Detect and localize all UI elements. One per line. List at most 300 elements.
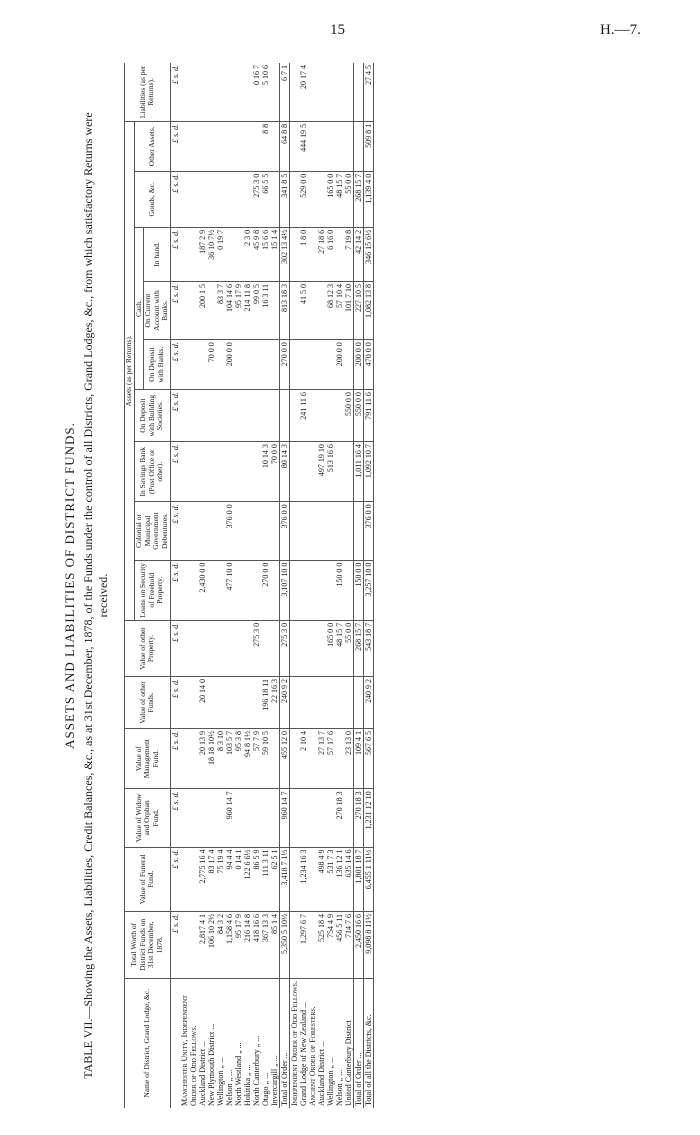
table-cell xyxy=(317,63,326,121)
empty-cell xyxy=(289,620,299,676)
table-cell: £ s. d. xyxy=(170,789,180,847)
table-cell: £ s. d. xyxy=(170,227,180,281)
table-cell xyxy=(252,442,261,502)
table-cell: £ s. d. xyxy=(170,911,180,978)
table-row xyxy=(344,63,354,1108)
row-label: Wellington „ ... xyxy=(215,1057,225,1106)
empty-cell xyxy=(308,789,317,847)
table-row xyxy=(207,63,216,1108)
table-cell xyxy=(317,789,326,847)
table-cell xyxy=(216,340,225,390)
page-number: 15 xyxy=(330,22,345,38)
table-cell xyxy=(216,789,225,847)
empty-cell xyxy=(308,442,317,502)
table-cell xyxy=(270,121,280,171)
empty-cell xyxy=(289,171,299,227)
table-cell: 62 5 1 xyxy=(270,847,280,911)
table-cell: 55 0 0 xyxy=(344,171,354,227)
empty-cell xyxy=(180,63,198,121)
table-cell: 9,098 8 11½ xyxy=(363,911,373,978)
table-cell xyxy=(207,502,216,560)
table-cell xyxy=(207,63,216,121)
empty-cell xyxy=(180,442,198,502)
empty-cell xyxy=(180,847,198,911)
empty-cell xyxy=(308,847,317,911)
table-cell: 8 3 10 xyxy=(216,729,225,789)
table-cell xyxy=(234,560,243,620)
table-cell xyxy=(299,677,308,729)
row-label: Otago „ ... xyxy=(260,1072,270,1106)
table-cell: 470 0 0 xyxy=(363,340,373,390)
header-cash-group: Cash. xyxy=(134,227,144,389)
table-cell xyxy=(234,63,243,121)
table-cell xyxy=(270,340,280,390)
table-cell: 70 0 0 xyxy=(270,442,280,502)
table-cell xyxy=(243,121,252,171)
table-cell: 2 10 4 xyxy=(299,729,308,789)
row-label: Auckland District ... xyxy=(197,1040,207,1106)
table-cell xyxy=(344,789,354,847)
table-cell: 275 3 0 xyxy=(252,620,261,676)
table-cell xyxy=(326,340,335,390)
header-in-hand: In hand. xyxy=(144,227,171,281)
empty-cell xyxy=(180,121,198,171)
table-cell: 6,455 1 11½ xyxy=(363,847,373,911)
table-cell: 1,139 4 0 xyxy=(363,171,373,227)
empty-cell xyxy=(308,620,317,676)
table-cell: 101 7 10 xyxy=(344,281,354,339)
row-label: Invercargill „ ... xyxy=(269,1055,279,1106)
row-label: Hokitika „ ... xyxy=(242,1064,252,1106)
table-cell xyxy=(216,502,225,560)
table-cell xyxy=(326,63,335,121)
table-cell xyxy=(234,677,243,729)
table-cell xyxy=(216,171,225,227)
table-cell: 45 9 8 xyxy=(252,227,261,281)
table-cell: £ s. d. xyxy=(170,442,180,502)
section-heading-row xyxy=(308,63,317,1108)
table-cell xyxy=(261,340,270,390)
table-cell xyxy=(335,442,344,502)
empty-cell xyxy=(308,63,317,121)
table-cell xyxy=(198,63,207,121)
table-cell xyxy=(326,502,335,560)
empty-cell xyxy=(289,789,299,847)
table-cell xyxy=(317,281,326,339)
empty-cell xyxy=(289,281,299,339)
row-label xyxy=(170,978,180,1108)
district-funds-table xyxy=(124,63,374,1108)
table-cell: 477 10 0 xyxy=(225,560,234,620)
empty-cell xyxy=(180,560,198,620)
table-cell: 20 17 4 xyxy=(299,63,308,121)
table-cell xyxy=(243,789,252,847)
table-cell: 109 4 1 xyxy=(353,729,363,789)
table-cell: 268 15 7 xyxy=(353,620,363,676)
table-cell xyxy=(207,121,216,171)
empty-cell xyxy=(180,390,198,442)
table-cell: 275 3 0 xyxy=(252,171,261,227)
table-cell: 529 0 0 xyxy=(299,171,308,227)
table-cell: 2,817 4 1 xyxy=(198,911,207,978)
table-cell: 42 14 2 xyxy=(353,227,363,281)
empty-cell xyxy=(289,390,299,442)
table-cell xyxy=(317,677,326,729)
empty-cell xyxy=(308,911,317,978)
section-heading-row xyxy=(180,63,198,1108)
table-cell xyxy=(234,340,243,390)
table-cell xyxy=(216,677,225,729)
table-cell xyxy=(317,390,326,442)
table-cell xyxy=(198,390,207,442)
table-cell: 240 9 2 xyxy=(363,677,373,729)
table-cell xyxy=(243,502,252,560)
table-cell xyxy=(216,390,225,442)
table-cell: £ s. d. xyxy=(170,63,180,121)
section-heading: Ancient Order of Foresters. xyxy=(307,1006,317,1106)
table-cell: 567 6 5 xyxy=(363,729,373,789)
table-cell: 367 13 3 xyxy=(261,911,270,978)
row-label: United Canterbury District xyxy=(343,1020,353,1106)
table-cell: 94 8 1½ xyxy=(243,729,252,789)
table-cell: 543 18 7 xyxy=(363,620,373,676)
table-cell: 509 8 1 xyxy=(363,121,373,171)
table-row xyxy=(198,63,207,1108)
table-cell: 83 17 4 xyxy=(207,847,216,911)
table-row xyxy=(326,63,335,1108)
row-label: Total of Order ... xyxy=(353,978,363,1108)
table-cell xyxy=(234,390,243,442)
table-cell: 3,257 10 0 xyxy=(363,560,373,620)
table-cell xyxy=(344,63,354,121)
table-cell xyxy=(243,677,252,729)
table-cell: 22 16 3 xyxy=(270,677,280,729)
table-cell: 240 9 2 xyxy=(279,677,289,729)
table-cell: £ s. d. xyxy=(170,121,180,171)
table-cell: 48 15 7 xyxy=(335,620,344,676)
table-cell: 27 18 6 xyxy=(317,227,326,281)
table-cell xyxy=(344,442,354,502)
empty-cell xyxy=(289,442,299,502)
header-other-assets: Other Assets. xyxy=(134,121,170,171)
table-cell: 57 7 9 xyxy=(252,729,261,789)
table-cell: 15 1 4 xyxy=(270,227,280,281)
table-cell: 187 2 9 xyxy=(198,227,207,281)
table-cell: £ s. d. xyxy=(170,729,180,789)
table-cell xyxy=(261,502,270,560)
table-cell: 85 1 4 xyxy=(270,911,280,978)
table-row xyxy=(252,63,261,1108)
table-cell: 16 3 11 xyxy=(261,281,270,339)
table-cell xyxy=(234,789,243,847)
table-cell: 268 15 7 xyxy=(353,171,363,227)
table-cell: 444 19 5 xyxy=(299,121,308,171)
table-cell xyxy=(344,677,354,729)
empty-cell xyxy=(180,620,198,676)
table-row xyxy=(317,63,326,1108)
table-cell: 84 3 2 xyxy=(216,911,225,978)
table-cell: 165 0 0 xyxy=(326,620,335,676)
table-cell: 0 19 7 xyxy=(216,227,225,281)
table-cell: 3,107 10 0 xyxy=(279,560,289,620)
table-cell xyxy=(270,620,280,676)
table-cell xyxy=(225,171,234,227)
empty-cell xyxy=(180,677,198,729)
table-body xyxy=(170,63,373,1108)
table-cell: 513 16 6 xyxy=(326,442,335,502)
table-cell xyxy=(317,340,326,390)
table-cell: 104 14 6 xyxy=(225,281,234,339)
table-cell: 754 4 9 xyxy=(326,911,335,978)
table-cell xyxy=(234,442,243,502)
table-cell: 0 16 7 xyxy=(252,63,261,121)
table-cell xyxy=(216,620,225,676)
table-cell xyxy=(207,560,216,620)
table-row xyxy=(216,63,225,1108)
table-cell: 418 16 6 xyxy=(252,911,261,978)
empty-cell xyxy=(308,340,317,390)
table-cell: 960 14 7 xyxy=(225,789,234,847)
table-cell: 376 0 0 xyxy=(279,502,289,560)
table-cell xyxy=(326,677,335,729)
empty-cell xyxy=(308,729,317,789)
table-cell xyxy=(198,171,207,227)
empty-cell xyxy=(289,911,299,978)
header-total-worth: Total Worth of District Funds on 31st December, 1878. xyxy=(125,911,171,978)
table-cell: 95 17 9 xyxy=(234,281,243,339)
table-cell: 99 0 5 xyxy=(252,281,261,339)
section-heading: Manchester Unity, Independent Order of Odd Fellows. xyxy=(179,995,198,1106)
table-cell xyxy=(335,677,344,729)
table-cell xyxy=(299,502,308,560)
table-cell: £ s. d. xyxy=(170,390,180,442)
table-cell: 57 17 6 xyxy=(326,729,335,789)
header-colonial: Colonial or Municipal Government Debentures. xyxy=(134,502,170,560)
rotated-table-page xyxy=(62,63,670,1108)
total-row xyxy=(353,63,363,1108)
empty-cell xyxy=(308,121,317,171)
table-cell xyxy=(270,729,280,789)
header-loans: Loans on Security of Freehold Property. xyxy=(134,560,170,620)
table-cell xyxy=(243,442,252,502)
table-cell: 302 13 4½ xyxy=(279,227,289,281)
table-cell: £ s. d. xyxy=(170,620,180,676)
table-cell xyxy=(335,729,344,789)
section-heading-row xyxy=(289,63,299,1108)
table-cell: 1,082 13 8 xyxy=(363,281,373,339)
table-cell xyxy=(243,390,252,442)
table-cell: 1 8 0 xyxy=(299,227,308,281)
header-assets-group: Assets (as per Returns). xyxy=(125,121,135,620)
table-cell: 270 0 0 xyxy=(261,560,270,620)
table-cell xyxy=(234,227,243,281)
header-funeral: Value of Funeral Fund. xyxy=(125,847,171,911)
table-cell: 136 12 1 xyxy=(335,847,344,911)
table-cell xyxy=(299,560,308,620)
row-label: North Westland „ ... xyxy=(233,1042,243,1106)
row-label: Total of all the Districts, &c. xyxy=(363,978,373,1108)
empty-cell xyxy=(308,281,317,339)
empty-cell xyxy=(308,677,317,729)
table-cell xyxy=(353,502,363,560)
table-cell: 103 5 7 xyxy=(225,729,234,789)
table-cell xyxy=(335,502,344,560)
table-cell xyxy=(344,560,354,620)
table-cell: 196 18 11 xyxy=(261,677,270,729)
table-cell xyxy=(243,171,252,227)
table-row xyxy=(335,63,344,1108)
table-cell xyxy=(326,390,335,442)
table-cell: 41 5 0 xyxy=(299,281,308,339)
table-cell: 227 10 5 xyxy=(353,281,363,339)
table-cell: 635 14 6 xyxy=(344,847,354,911)
header-other-property: Value of other Property. xyxy=(125,620,171,676)
table-cell xyxy=(198,620,207,676)
table-cell xyxy=(270,63,280,121)
table-cell: 270 18 3 xyxy=(335,789,344,847)
table-cell: 95 3 8 xyxy=(234,729,243,789)
table-cell: £ s. d. xyxy=(170,847,180,911)
table-cell xyxy=(317,620,326,676)
header-liabilities: Liabilities (as per Returns). xyxy=(125,63,171,121)
header-deposit-banks: On Deposit with Banks. xyxy=(144,340,171,390)
table-cell: 376 0 0 xyxy=(225,502,234,560)
table-cell xyxy=(243,620,252,676)
table-cell xyxy=(243,340,252,390)
table-cell: 1,297 6 7 xyxy=(299,911,308,978)
table-cell xyxy=(353,121,363,171)
table-cell: 27 4 5 xyxy=(363,63,373,121)
empty-cell xyxy=(308,171,317,227)
empty-cell xyxy=(289,227,299,281)
empty-cell xyxy=(289,63,299,121)
table-cell: 55 0 0 xyxy=(344,620,354,676)
table-cell xyxy=(317,560,326,620)
table-cell: 5 10 6 xyxy=(261,63,270,121)
table-cell xyxy=(198,789,207,847)
table-cell: 2 3 0 xyxy=(243,227,252,281)
header-current-account: On Current Account with Banks. xyxy=(144,281,171,339)
table-cell: 18 18 10½ xyxy=(207,729,216,789)
table-cell xyxy=(207,620,216,676)
table-cell xyxy=(317,171,326,227)
table-cell: 0 14 1 xyxy=(234,847,243,911)
empty-cell xyxy=(289,729,299,789)
row-label: Wellington „ ... xyxy=(325,1057,335,1106)
table-cell xyxy=(270,502,280,560)
table-cell: £ s. d. xyxy=(170,677,180,729)
table-cell xyxy=(198,442,207,502)
table-cell: 1,011 16 4 xyxy=(353,442,363,502)
table-cell xyxy=(317,502,326,560)
table-cell xyxy=(225,121,234,171)
table-cell xyxy=(326,121,335,171)
table-cell xyxy=(252,502,261,560)
table-cell: 813 18 3 xyxy=(279,281,289,339)
row-label: Total of Order ... xyxy=(279,978,289,1108)
table-cell: 200 0 0 xyxy=(335,340,344,390)
empty-cell xyxy=(180,729,198,789)
table-cell xyxy=(299,442,308,502)
empty-cell xyxy=(308,502,317,560)
table-cell xyxy=(326,560,335,620)
row-label: Grand Lodge of New Zealand ... xyxy=(298,1002,308,1106)
table-cell xyxy=(243,63,252,121)
table-cell xyxy=(344,502,354,560)
table-cell xyxy=(299,620,308,676)
empty-cell xyxy=(308,560,317,620)
table-cell: 275 3 0 xyxy=(279,620,289,676)
table-cell xyxy=(335,227,344,281)
table-cell: 95 17 9 xyxy=(234,911,243,978)
table-cell xyxy=(261,390,270,442)
table-cell: 106 10 2½ xyxy=(207,911,216,978)
grand-total-row xyxy=(363,63,373,1108)
table-cell xyxy=(252,390,261,442)
table-cell xyxy=(270,171,280,227)
table-cell xyxy=(234,620,243,676)
table-cell: £ s. d. xyxy=(170,502,180,560)
table-cell: 791 11 6 xyxy=(363,390,373,442)
table-cell: 497 19 10 xyxy=(317,442,326,502)
table-cell xyxy=(225,63,234,121)
table-cell: £ s. d. xyxy=(170,340,180,390)
header-name: Name of District, Grand Lodge, &c. xyxy=(125,978,171,1108)
table-cell xyxy=(252,677,261,729)
table-cell xyxy=(299,340,308,390)
header-building: On Deposit with Building Societies. xyxy=(134,390,170,442)
table-cell: 455 12 0 xyxy=(279,729,289,789)
table-cell xyxy=(270,390,280,442)
table-cell xyxy=(216,442,225,502)
table-cell: 200 0 0 xyxy=(225,340,234,390)
table-cell xyxy=(335,63,344,121)
table-cell: 165 0 0 xyxy=(326,171,335,227)
table-row xyxy=(225,63,234,1108)
header-goods: Goods, &c. xyxy=(134,171,170,227)
header-other-funds: Value of other Funds. xyxy=(125,677,171,729)
table-cell: 80 14 3 xyxy=(279,442,289,502)
table-cell xyxy=(261,620,270,676)
empty-cell xyxy=(180,171,198,227)
table-cell: 2,430 0 0 xyxy=(198,560,207,620)
table-cell xyxy=(225,227,234,281)
table-cell: 64 8 8 xyxy=(279,121,289,171)
table-cell: 550 0 0 xyxy=(344,390,354,442)
table-cell: 525 18 4 xyxy=(317,911,326,978)
empty-cell xyxy=(289,502,299,560)
table-cell xyxy=(216,121,225,171)
empty-cell xyxy=(289,340,299,390)
table-cell: 216 14 8 xyxy=(243,911,252,978)
table-row xyxy=(243,63,252,1108)
table-cell: 20 14 0 xyxy=(198,677,207,729)
table-cell: 1,234 16 3 xyxy=(299,847,308,911)
table-cell: 6 7 1 xyxy=(279,63,289,121)
table-cell: 270 18 3 xyxy=(353,789,363,847)
table-cell xyxy=(326,789,335,847)
table-cell xyxy=(299,789,308,847)
section-heading: Independent Order of Odd Fellows. xyxy=(289,981,299,1106)
empty-cell xyxy=(308,390,317,442)
table-cell xyxy=(344,340,354,390)
table-cell: 1,092 10 7 xyxy=(363,442,373,502)
table-cell: 5,350 5 10½ xyxy=(279,911,289,978)
table-cell xyxy=(207,390,216,442)
header-savings: In Savings Bank (Post Office or other). xyxy=(134,442,170,502)
table-cell: £ s. d. xyxy=(170,171,180,227)
table-cell: 200 1 5 xyxy=(198,281,207,339)
